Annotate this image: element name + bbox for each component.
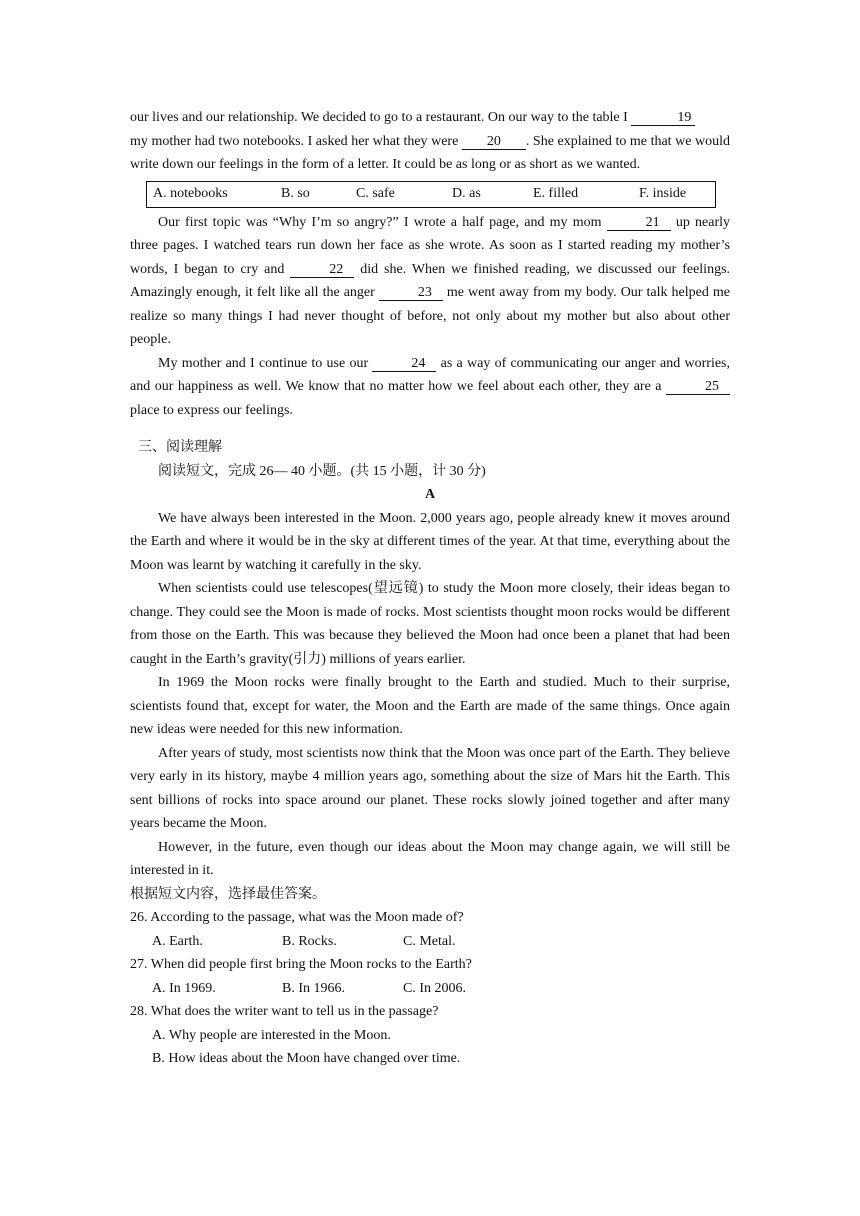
option: C. In 2006.	[403, 980, 466, 996]
passage-paragraph: We have always been interested in the Moon. 2,000 years ago, people already knew it moves around the Earth and where it would be in the sky at different times of the year. At that time, everything about the Moon was learnt by watching it carefully in the sky.	[130, 510, 730, 573]
passage-paragraph: However, in the future, even though our ideas about the Moon may change again, we will still be interested in it.	[130, 839, 730, 878]
question-26-options	[130, 930, 730, 954]
option: A. In 1969.	[152, 980, 216, 996]
text: did she. When we finished reading, we discussed our feelings. Amazingly enough, it felt like all the anger	[130, 261, 731, 300]
cloze-paragraph-3	[130, 352, 730, 423]
word-option: D. as	[452, 186, 481, 202]
text: . She explained to me that we would write down our feelings in the form of a letter. It could be as long or as short as we wanted.	[130, 133, 731, 172]
section-title: 三、阅读理解	[138, 440, 222, 455]
option: A. Why people are interested in the Moon.	[152, 1027, 391, 1043]
option: B. Rocks.	[282, 933, 337, 949]
blank-20: 20	[462, 134, 526, 150]
passage-label: A	[424, 487, 436, 502]
text: My mother and I continue to use our	[158, 355, 369, 371]
word-bank	[146, 181, 716, 208]
word-option: F. inside	[639, 186, 687, 202]
question-26: 26. According to the passage, what was the Moon made of?	[130, 910, 464, 925]
option: B. How ideas about the Moon have changed over time.	[152, 1051, 461, 1066]
text: Our first topic was “Why I’m so angry?” I wrote a half page, and my mom	[158, 214, 602, 230]
cloze-paragraph-2	[130, 211, 730, 352]
blank-23: 23	[379, 285, 443, 301]
option: A. Earth.	[152, 933, 203, 949]
passage-paragraph: After years of study, most scientists now think that the Moon was once part of the Earth. They believe very early in its history, maybe 4 million years ago, something about the size of Mars hit the Earth. This sent billions of rocks into space around our planet. These rocks slowly joined together and after many years became the Moon.	[130, 745, 730, 831]
cloze-paragraph-1	[130, 106, 730, 177]
blank-21: 21	[607, 215, 671, 231]
text: me went away from my body. Our talk helped me realize so many things I had never thought of before, not only about my mother but also about other people.	[130, 285, 730, 347]
question-27-options	[130, 977, 730, 1001]
option: B. In 1966.	[282, 980, 345, 996]
task-instruction: 根据短文内容，选择最佳答案。	[130, 886, 326, 902]
text: as a way of communicating our anger and worries, and our happiness as well. We know that no matter how we feel about each other, they are a	[130, 355, 730, 394]
question-27: 27. When did people first bring the Moon rocks to the Earth?	[130, 957, 472, 972]
text: place to express our feelings.	[130, 402, 293, 418]
blank-25: 25	[666, 379, 730, 395]
text: our lives and our relationship. We decided to go to a restaurant. On our way to the table I	[130, 110, 628, 125]
passage-paragraph: In 1969 the Moon rocks were finally brought to the Earth and studied. Much to their surprise, scientists found that, except for water, the Moon and the Earth are made of the same things. Once again new ideas were needed for this new information.	[130, 675, 730, 737]
word-option: E. filled	[533, 186, 579, 202]
option: C. Metal.	[403, 933, 456, 949]
blank-22: 22	[290, 262, 354, 278]
word-option: C. safe	[356, 186, 395, 202]
text: up nearly three pages. I watched tears run down her face as she wrote. As soon as I started reading my mother’s words, I began to cry and	[130, 214, 731, 277]
word-option: B. so	[281, 186, 310, 202]
passage-paragraph: When scientists could use telescopes(望远镜) to study the Moon more closely, their ideas began to change. They could see the Moon is made of rocks. Most scientists thought moon rocks would be different from those on the Earth. This was because they believed the Moon had once been a planet that had been caught in the Earth’s gravity(引力) millions of years earlier.	[130, 581, 730, 667]
question-28: 28. What does the writer want to tell us in the passage?	[130, 1004, 439, 1019]
blank-24: 24	[372, 356, 436, 372]
text: my mother had two notebooks. I asked her what they were	[130, 133, 459, 149]
exam-page	[130, 106, 730, 1071]
word-option: A. notebooks	[153, 186, 228, 202]
blank-19: 19	[631, 110, 695, 126]
instruction: 阅读短文，完成 26— 40 小题。(共 15 小题，计 30 分)	[158, 463, 486, 479]
